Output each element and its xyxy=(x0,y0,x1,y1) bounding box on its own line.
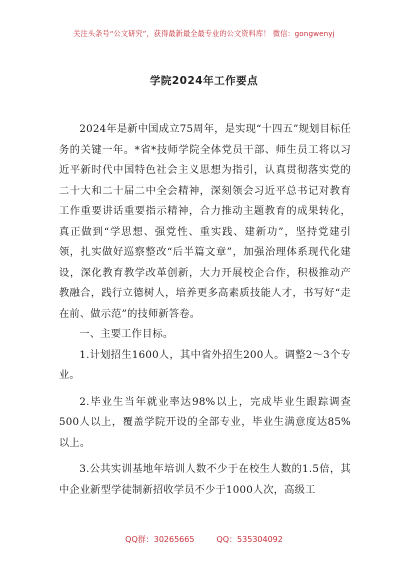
footer-qq-group: QQ群：30265665 xyxy=(125,535,195,544)
document-title: 学院2024年工作要点 xyxy=(149,75,259,87)
paragraph-section-heading: 一、主要工作目标。 xyxy=(79,329,174,340)
paragraph-item-3: 3.公共实训基地年培训人数不少于在校生人数的1.5倍，其中企业新型学徒制新招收学员不少于1000人次，高级工 xyxy=(59,464,351,496)
footer-qq-number: QQ：535304092 xyxy=(216,535,283,544)
document-body xyxy=(59,120,351,501)
header-note: 关注头条号“公文研究”，获得最新最全最专业的公文资料库！ 微信：gongwenyj xyxy=(73,29,335,38)
footer-contact xyxy=(0,534,408,545)
paragraph-item-2: 2.毕业生当年就业率达98%以上，完成毕业生跟踪调查500人以上，覆盖学院开设的全部专业，毕业生满意度达85%以上。 xyxy=(59,396,351,449)
paragraph-item-1: 1.计划招生1600人，其中省外招生200人。调整2～3个专业。 xyxy=(59,349,351,381)
paragraph-intro: 2024年是新中国成立75周年，是实现“十四五”规划目标任务的关键一年。*省*技师学院全体党员干部、师生员工将以习近平新时代中国特色社会主义思想为指引，认真贯彻落实党的二十大和二十届二中全会精神，深刻领会习近平总书记对教育工作重要讲话重要指示精神，合力推动主题教育的成果转化，真正做到“学思想、强党性、重实践、建新功”，坚持党建引领，扎实做好巡察整改“后半篇文章”，加强治理体系现代化建设，深化教育教学改革创新，大力开展校企合作，积极推动产教融合，践行立德树人，培养更多高素质技能人才，书写好“走在前、做示范”的技师新答卷。 xyxy=(59,124,351,320)
